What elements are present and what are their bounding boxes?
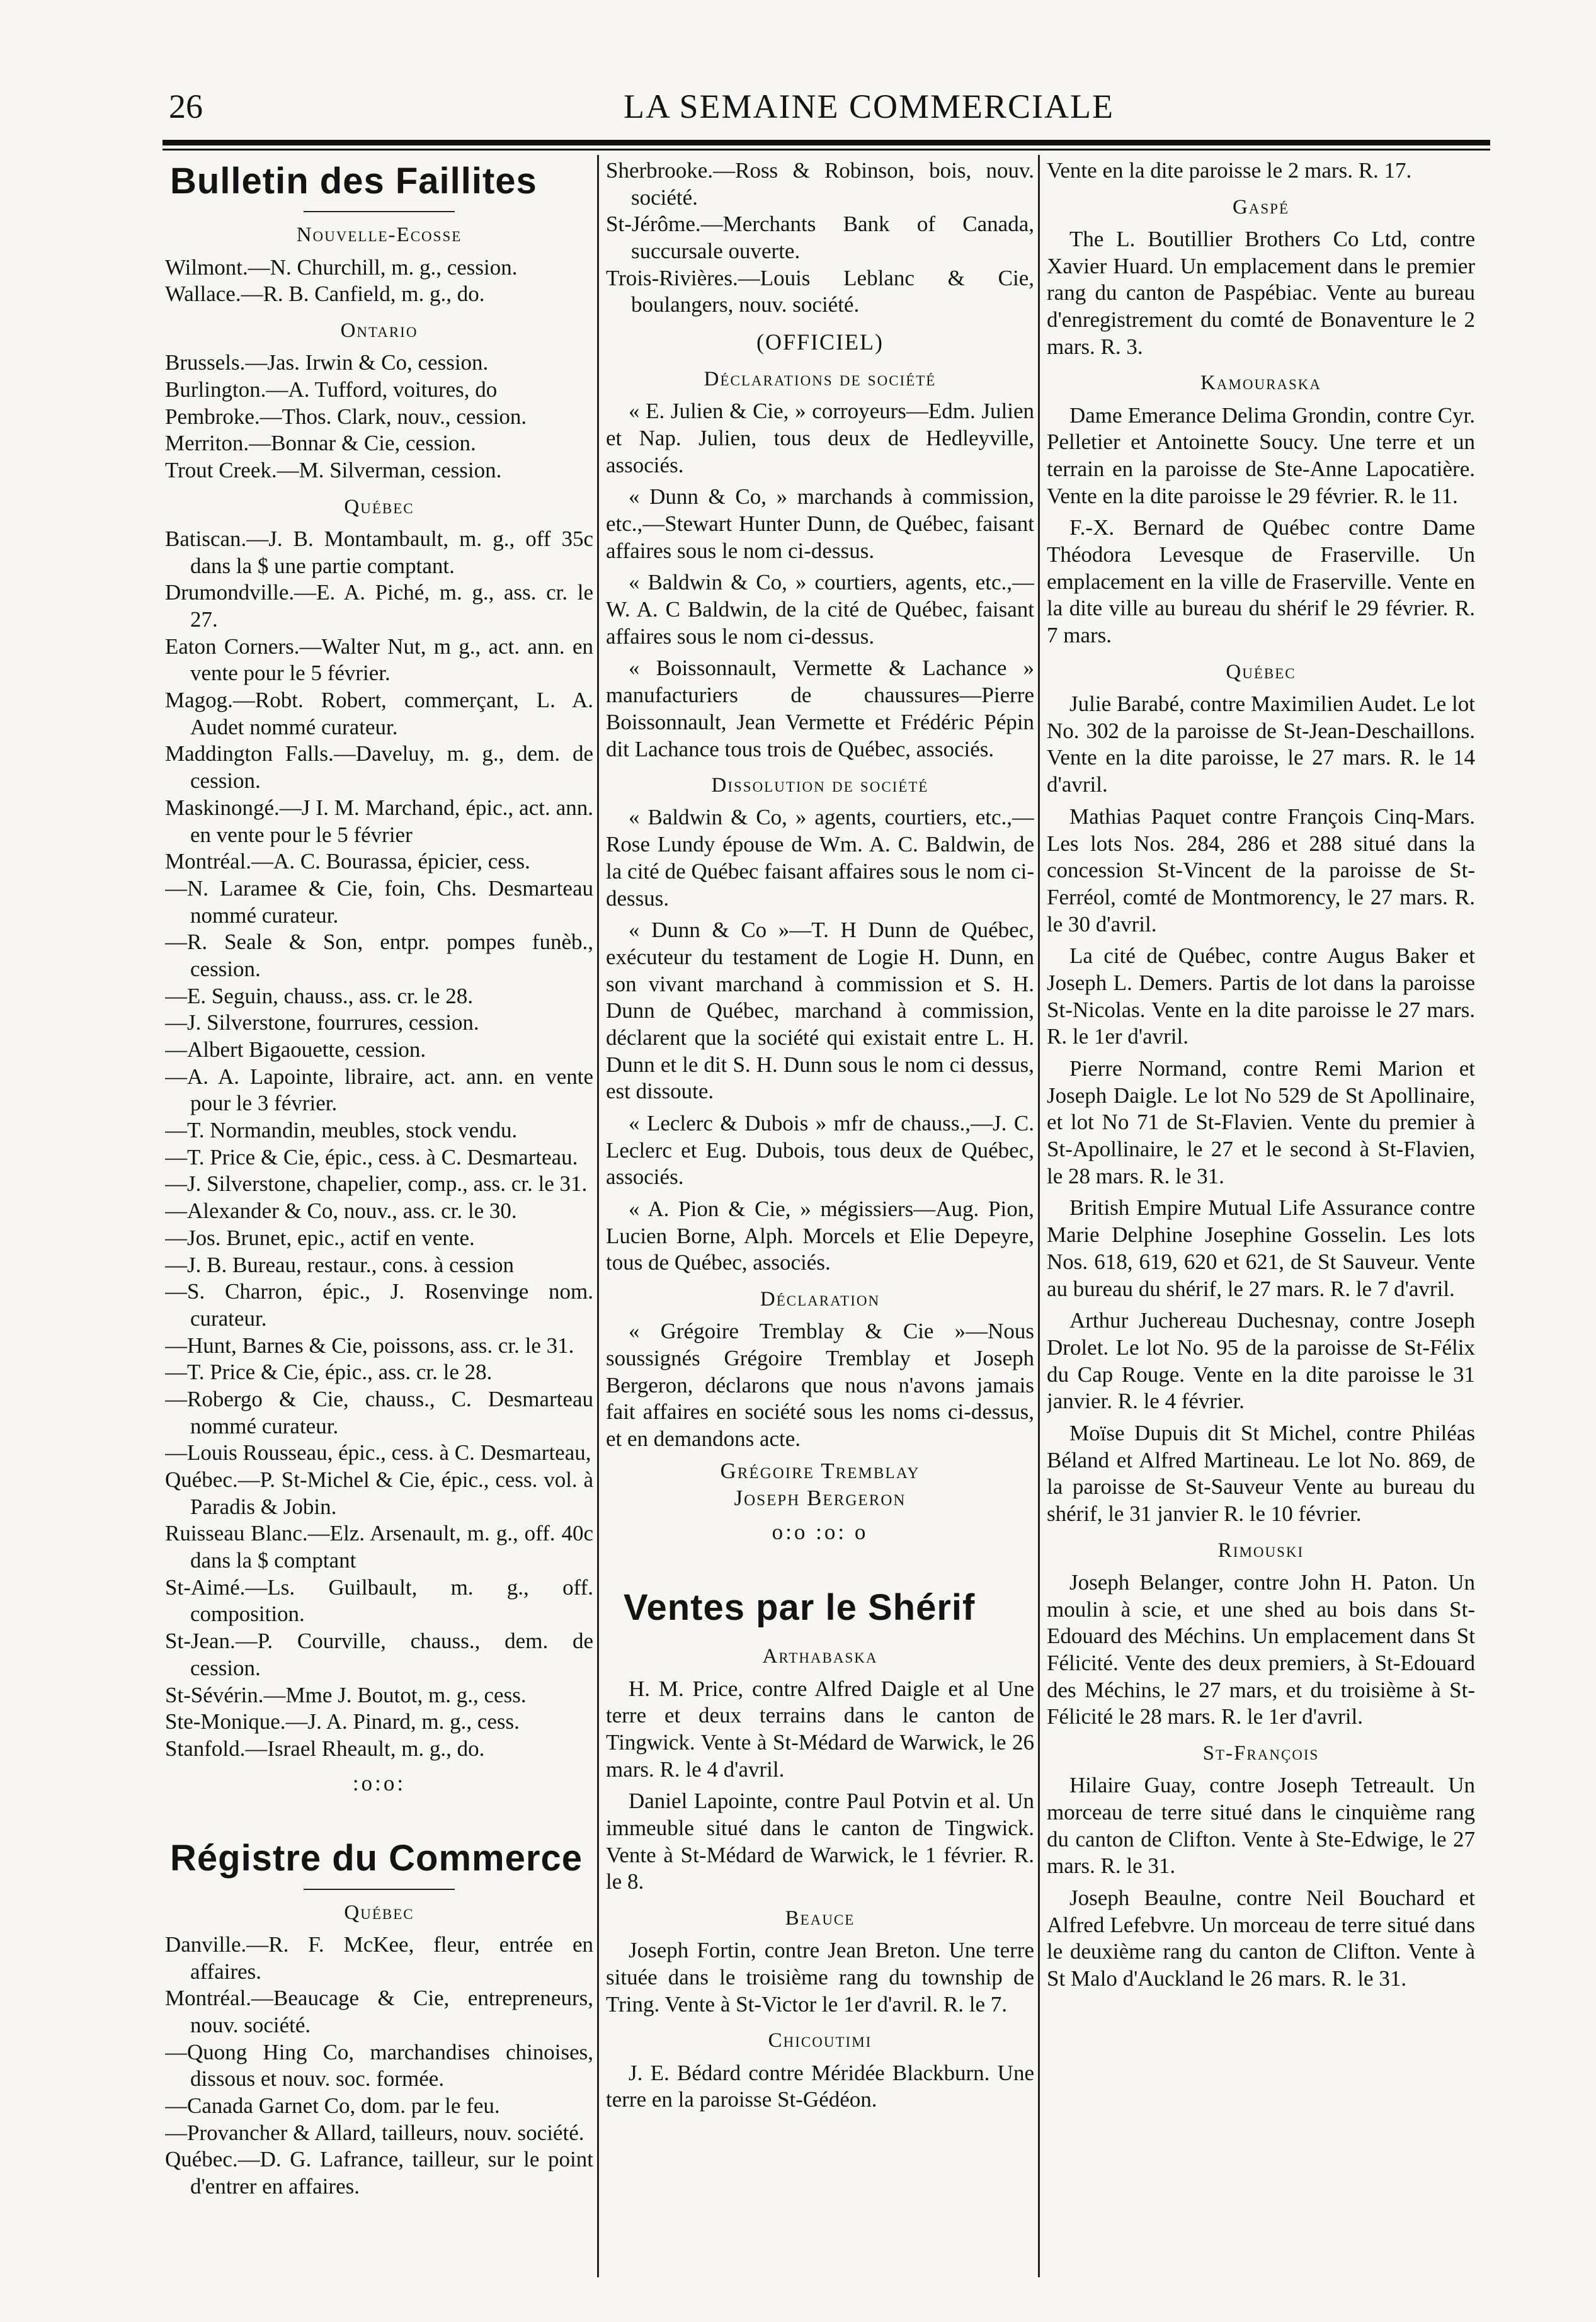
declaration-heading: Déclaration (760, 1288, 881, 1311)
failure-entry: —R. Seale & Son, entpr. pompes funèb., cession. (165, 930, 593, 981)
failure-entry: Eaton Corners.—Walter Nut, m g., act. ann. en vente pour le 5 février. (165, 634, 593, 686)
failure-entry: —J. Silverstone, chapelier, comp., ass. cr. le 31. (165, 1171, 588, 1197)
sale-entry: Mathias Paquet contre François Cinq-Mars. Les lots Nos. 284, 286 et 288 situé dans la concession St-Vincent de la paroisse de St-Ferréol, comté de Montmorency, le 27 mars. R. le 30 d'avril. (1047, 804, 1475, 936)
registre-entry: —Canada Garnet Co, dom. par le feu. (165, 2093, 500, 2119)
failure-entry: —Jos. Brunet, epic., actif en vente. (165, 1225, 475, 1250)
registre-entry: St-Jérôme.—Merchants Bank of Canada, succursale ouverte. (606, 212, 1034, 264)
failure-entry: Batiscan.—J. B. Montambault, m. g., off 35c dans la $ une partie comptant. (165, 526, 593, 578)
registre-entry: Danville.—R. F. McKee, fleur, entrée en affaires. (165, 1932, 593, 1984)
failure-entry: Wallace.—R. B. Canfield, m. g., do. (165, 282, 485, 307)
section-separator: o:o :o: o (772, 1520, 869, 1545)
failure-entry: Burlington.—A. Tufford, voitures, do (165, 377, 498, 402)
sale-entry: Joseph Fortin, contre Jean Breton. Une terre située dans le troisième rang du township de Tring. Vente à St-Victor le 1er d'avril. R. le 7. (606, 1938, 1034, 2017)
declaration-paragraph: « Baldwin & Co, » courtiers, agents, etc.,—W. A. C Baldwin, de la cité de Québec, faisant affaires sous le nom ci-dessus. (606, 570, 1034, 649)
sale-entry: Moïse Dupuis dit St Michel, contre Philéas Béland et Alfred Martineau. Le lot No. 869, de la paroisse de St-Sauveur Vente au bureau du shérif, le 31 janvier R. le 10 février. (1047, 1420, 1475, 1526)
dissolution-paragraph: « Baldwin & Co, » agents, courtiers, etc.,—Rose Lundy épouse de Wm. A. C. Baldwin, de la cité de Québec faisant affaires sous le nom ci-dessus. (606, 805, 1034, 911)
sale-entry: British Empire Mutual Life Assurance contre Marie Delphine Josephine Gosselin. Les lots Nos. 618, 619, 620 et 621, de St Sauveur. Vente au bureau du shérif, le 27 mars. R. le 7 d'avril. (1047, 1195, 1475, 1301)
bulletin-title: Bulletin des Faillites (170, 161, 537, 202)
failure-entry: —Albert Bigaouette, cession. (165, 1037, 426, 1062)
sale-entry: F.-X. Bernard de Québec contre Dame Théodora Levesque de Fraserville. Un emplacement en la ville de Fraserville. Vente en la dite ville au bureau du shérif le 29 février. R. 7 mars. (1047, 515, 1475, 648)
ventes-title: Ventes par le Shérif (624, 1586, 976, 1628)
signature: Grégoire Tremblay (720, 1458, 920, 1483)
sale-entry: H. M. Price, contre Alfred Daigle et al Une terre et deux terrains dans le canton de Tingwick. Vente à St-Médard de Warwick, le 26 mars. R. le 4 d'avril. (606, 1676, 1034, 1782)
failure-entry: —Robergo & Cie, chauss., C. Desmarteau nommé curateur. (165, 1386, 593, 1438)
failure-entry: —T. Price & Cie, épic., cess. à C. Desmarteau. (165, 1144, 578, 1170)
dissolution-paragraph: « Dunn & Co »—T. H Dunn de Québec, exécuteur du testament de Logie H. Dunn, en son vivant marchand à commission et S. H. Dunn de Québec, marchand à commission, déclarent que la société qui existait entre L. H. Dunn et le dit S. H. Dunn sous le nom ci dessus, est dissoute. (606, 918, 1034, 1104)
column-3 (1047, 157, 1475, 2299)
sale-entry-continued: Vente en la dite paroisse le 2 mars. R. 17. (1047, 158, 1412, 183)
failure-entry: —T. Normandin, meubles, stock vendu. (165, 1118, 518, 1143)
page-number: 26 (169, 88, 203, 125)
registre-entry: —Quong Hing Co, marchandises chinoises, dissous et nouv. soc. formée. (165, 2039, 593, 2092)
title-rule (304, 1889, 455, 1890)
failure-entry: —Hunt, Barnes & Cie, poissons, ass. cr. le 31. (165, 1333, 574, 1358)
failure-entry: —Louis Rousseau, épic., cess. à C. Desmarteau, (165, 1440, 591, 1465)
sale-entry: J. E. Bédard contre Méridée Blackburn. Une terre en la paroisse St-Gédéon. (606, 2060, 1034, 2112)
column-divider-2 (1038, 155, 1040, 2277)
dissolution-paragraph: « Leclerc & Dubois » mfr de chauss.,—J. C. Leclerc et Eug. Dubois, tous deux de Québec, associés. (606, 1111, 1034, 1190)
failure-entry: St-Jean.—P. Courville, chauss., dem. de cession. (165, 1629, 593, 1680)
section-registre-quebec: Québec (344, 1901, 414, 1924)
failure-entry: Drumondville.—E. A. Piché, m. g., ass. cr. le 27. (165, 580, 593, 632)
sale-entry: The L. Boutillier Brothers Co Ltd, contre Xavier Huard. Un emplacement dans le premier rang du canton de Paspébiac. Vente au bureau d'enregistrement du comté de Bonaventure le 2 mars. R. 3. (1047, 226, 1475, 359)
registre-entry: —Provancher & Allard, tailleurs, nouv. société. (165, 2120, 584, 2145)
failure-entry: Pembroke.—Thos. Clark, nouv., cession. (165, 404, 527, 429)
header-rule-thick (162, 140, 1490, 145)
declaration-paragraph: « Boissonnault, Vermette & Lachance » manufacturiers de chaussures—Pierre Boissonnault, Jean Vermette et Frédéric Pépin dit Lachance tous trois de Québec, associés. (606, 656, 1034, 761)
signature: Joseph Bergeron (734, 1485, 906, 1510)
failure-entry: Ste-Monique.—J. A. Pinard, m. g., cess. (165, 1709, 520, 1734)
declaration-paragraph: « Dunn & Co, » marchands à commission, etc.,—Stewart Hunter Dunn, de Québec, faisant affaires sous le nom ci-dessus. (606, 484, 1034, 563)
failure-entry: St-Aimé.—Ls. Guilbault, m. g., off. composition. (165, 1574, 593, 1627)
failure-entry: Stanfold.—Israel Rheault, m. g., do. (165, 1736, 485, 1761)
sale-entry: La cité de Québec, contre Augus Baker et Joseph L. Demers. Partis de lot dans la paroisse St-Nicolas. Vente en la dite paroisse le 27 mars. R. le 1er d'avril. (1047, 943, 1475, 1049)
region-heading-arthabaska: Arthabaska (762, 1645, 878, 1668)
column-2 (606, 157, 1034, 2299)
failure-entry: Trout Creek.—M. Silverman, cession. (165, 458, 502, 483)
region-heading-chicoutimi: Chicoutimi (768, 2029, 872, 2052)
failure-entry: Québec.—P. St-Michel & Cie, épic., cess. vol. à Paradis & Jobin. (165, 1467, 593, 1519)
officiel-heading: (OFFICIEL) (756, 329, 884, 355)
failure-entry: —Alexander & Co, nouv., ass. cr. le 30. (165, 1198, 517, 1224)
sale-entry: Daniel Lapointe, contre Paul Potvin et al. Un immeuble situé dans le canton de Tingwick. Vente à St-Médard de Warwick, le 1 février. R. le 8. (606, 1789, 1034, 1894)
failure-entry: —J. B. Bureau, restaur., cons. à cession (165, 1252, 515, 1277)
section-quebec: Québec (344, 495, 414, 518)
sale-entry: Joseph Belanger, contre John H. Paton. Un moulin à scie, et une shed au bois dans St-Edouard des Méchins. Un emplacement dans St Félicité. Vente des deux premiers, à St-Edouard des Méchins, le 27 mars, et du troisième à St-Félicité le 28 mars. R. le 1er d'avril. (1047, 1569, 1475, 1729)
title-rule (304, 211, 455, 212)
failure-entry: Brussels.—Jas. Irwin & Co, cession. (165, 350, 489, 375)
failure-entry: Maskinongé.—J I. M. Marchand, épic., act. ann. en vente pour le 5 février (165, 795, 593, 847)
registre-title: Régistre du Commerce (170, 1838, 583, 1879)
failure-entry: Montréal.—A. C. Bourassa, épicier, cess. (165, 849, 530, 874)
sale-entry: Julie Barabé, contre Maximilien Audet. Le lot No. 302 de la paroisse de St-Jean-Deschaillons. Vente en la dite paroisse, le 27 mars. R. le 14 d'avril. (1047, 691, 1475, 797)
header-rule-thin (162, 149, 1490, 151)
declaration-text: « Grégoire Tremblay & Cie »—Nous soussignés Grégoire Tremblay et Joseph Bergeron, déclarons que nous n'avons jamais fait affaires en société sous les noms ci-dessus, et en demandons acte. (606, 1319, 1034, 1452)
sale-entry: Hilaire Guay, contre Joseph Tetreault. Un morceau de terre situé dans le cinquième rang du canton de Clifton. Vente à Ste-Edwige, le 27 mars. R. le 31. (1047, 1773, 1475, 1879)
running-head: LA SEMAINE COMMERCIALE (624, 88, 1115, 125)
column-divider-1 (597, 155, 599, 2277)
sale-entry: Dame Emerance Delima Grondin, contre Cyr. Pelletier et Antoinette Soucy. Une terre et un terrain en la paroisse de Ste-Anne Lapocatière. Vente en la dite paroisse le 29 février. R. le 11. (1047, 402, 1475, 508)
failure-entry: Ruisseau Blanc.—Elz. Arsenault, m. g., off. 40c dans la $ comptant (165, 1521, 593, 1573)
failure-entry: Wilmont.—N. Churchill, m. g., cession. (165, 254, 518, 280)
registre-entry: Sherbrooke.—Ross & Robinson, bois, nouv. société. (606, 158, 1034, 210)
declarations-heading: Déclarations de société (704, 368, 937, 391)
dissolution-paragraph: « A. Pion & Cie, » mégissiers—Aug. Pion, Lucien Borne, Alph. Morcels et Elie Depeyre, tous de Québec, associés. (606, 1197, 1034, 1275)
failure-entry: —N. Laramee & Cie, foin, Chs. Desmarteau nommé curateur. (165, 875, 593, 928)
failure-entry: —E. Seguin, chauss., ass. cr. le 28. (165, 983, 473, 1008)
registre-entry: Québec.—D. G. Lafrance, tailleur, sur le point d'entrer en affaires. (165, 2147, 593, 2199)
column-1 (165, 157, 593, 2299)
failure-entry: —T. Price & Cie, épic., ass. cr. le 28. (165, 1360, 493, 1385)
sale-entry: Joseph Beaulne, contre Neil Bouchard et Alfred Lefebvre. Un morceau de terre situé dans le deuxième rang du canton de Clifton. Vente à St Malo d'Auckland le 26 mars. R. le 31. (1047, 1886, 1475, 1991)
section-separator: :o:o: (352, 1770, 406, 1796)
failure-entry: —A. A. Lapointe, libraire, act. ann. en vente pour le 3 février. (165, 1064, 593, 1116)
failure-entry: Merriton.—Bonnar & Cie, cession. (165, 431, 476, 456)
region-heading-st-francois: St-François (1202, 1742, 1320, 1765)
section-ontario: Ontario (340, 319, 418, 343)
dissolution-heading: Dissolution de société (711, 774, 929, 797)
failure-entry: Maddington Falls.—Daveluy, m. g., dem. de cession. (165, 741, 593, 794)
failure-entry: Magog.—Robt. Robert, commerçant, L. A. Audet nommé curateur. (165, 688, 593, 739)
sale-entry: Arthur Juchereau Duchesnay, contre Joseph Drolet. Le lot No. 95 de la paroisse de St-Félix du Cap Rouge. Vente en la dite paroisse le 31 janvier. R. le 4 février. (1047, 1308, 1475, 1414)
failure-entry: St-Sévérin.—Mme J. Boutot, m. g., cess. (165, 1682, 527, 1707)
sale-entry: Pierre Normand, contre Remi Marion et Joseph Daigle. Le lot No 529 de St Apollinaire, et lot No 71 de St-Flavien. Vente du premier à St-Apollinaire, le 27 et le second à St-Flavien, le 28 mars. R. le 31. (1047, 1056, 1475, 1188)
section-nouvelle-ecosse: Nouvelle-Ecosse (296, 224, 462, 247)
registre-entry: Montréal.—Beaucage & Cie, entrepreneurs, nouv. société. (165, 1986, 593, 2037)
region-heading-quebec: Québec (1226, 660, 1296, 683)
declaration-paragraph: « E. Julien & Cie, » corroyeurs—Edm. Julien et Nap. Julien, tous deux de Hedleyville, associés. (606, 399, 1034, 477)
region-heading-kamouraska: Kamouraska (1200, 372, 1322, 395)
region-heading-rimouski: Rimouski (1217, 1539, 1304, 1562)
failure-entry: —J. Silverstone, fourrures, cession. (165, 1010, 479, 1035)
failure-entry: —S. Charron, épic., J. Rosenvinge nom. curateur. (165, 1279, 593, 1331)
region-heading-beauce: Beauce (785, 1907, 855, 1930)
registre-entry: Trois-Rivières.—Louis Leblanc & Cie, boulangers, nouv. société. (606, 265, 1034, 317)
region-heading-gaspe: Gaspé (1232, 195, 1290, 219)
